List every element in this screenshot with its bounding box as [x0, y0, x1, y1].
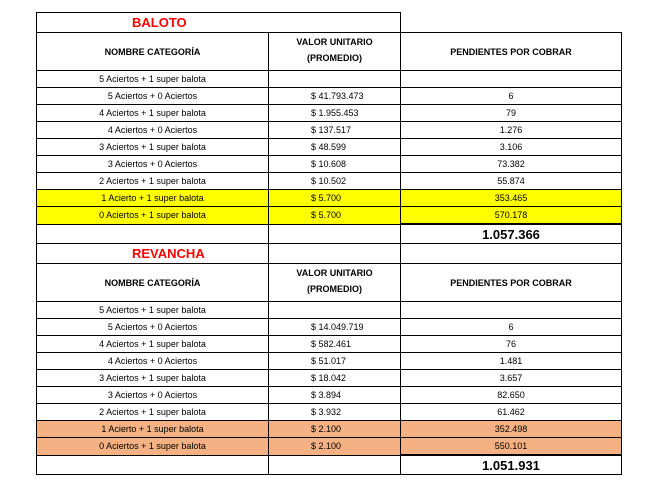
- cell-pendientes[interactable]: 352.498: [401, 421, 622, 438]
- cell-categoria[interactable]: 3 Aciertos + 1 super balota: [37, 370, 269, 387]
- cell-valor[interactable]: $ 5.700: [269, 207, 401, 225]
- cell-valor[interactable]: $ 10.502: [269, 173, 401, 190]
- cell-valor[interactable]: $ 3.932: [269, 404, 401, 421]
- prize-table: [36, 12, 622, 475]
- table-row: [37, 71, 622, 88]
- revancha-header-valor[interactable]: VALOR UNITARIO (PROMEDIO): [269, 264, 401, 302]
- cell-valor[interactable]: [269, 71, 401, 88]
- cell-pendientes[interactable]: 79: [401, 105, 622, 122]
- cell-categoria[interactable]: 5 Aciertos + 0 Aciertos: [37, 88, 269, 105]
- cell-pendientes[interactable]: 82.650: [401, 387, 622, 404]
- table-row-highlighted: [37, 421, 622, 438]
- revancha-title[interactable]: REVANCHA: [37, 244, 269, 264]
- cell-valor[interactable]: $ 51.017: [269, 353, 401, 370]
- baloto-title[interactable]: BALOTO: [37, 13, 401, 33]
- revancha-title-row: [37, 244, 622, 264]
- empty-cell[interactable]: [37, 455, 269, 475]
- cell-categoria[interactable]: 3 Aciertos + 0 Aciertos: [37, 387, 269, 404]
- baloto-total[interactable]: 1.057.366: [401, 224, 622, 244]
- baloto-total-row: [37, 224, 622, 244]
- cell-pendientes[interactable]: 6: [401, 319, 622, 336]
- table-row: [37, 105, 622, 122]
- cell-valor[interactable]: $ 18.042: [269, 370, 401, 387]
- table-row: [37, 302, 622, 319]
- cell-categoria[interactable]: 1 Acierto + 1 super balota: [37, 421, 269, 438]
- table-row-highlighted: [37, 190, 622, 207]
- table-row: [37, 319, 622, 336]
- empty-cell[interactable]: [269, 224, 401, 244]
- table-row: [37, 387, 622, 404]
- revancha-header-categoria[interactable]: NOMBRE CATEGORÍA: [37, 264, 269, 302]
- cell-pendientes[interactable]: 55.874: [401, 173, 622, 190]
- empty-cell[interactable]: [269, 455, 401, 475]
- table-row: [37, 370, 622, 387]
- table-row: [37, 336, 622, 353]
- table-row: [37, 173, 622, 190]
- cell-pendientes[interactable]: 3.657: [401, 370, 622, 387]
- cell-categoria[interactable]: 0 Aciertos + 1 super balota: [37, 207, 269, 225]
- cell-pendientes[interactable]: 76: [401, 336, 622, 353]
- baloto-title-row: [37, 13, 622, 33]
- cell-valor[interactable]: $ 137.517: [269, 122, 401, 139]
- cell-pendientes[interactable]: 6: [401, 88, 622, 105]
- cell-pendientes[interactable]: 570.178: [401, 207, 622, 225]
- cell-valor[interactable]: $ 41.793.473: [269, 88, 401, 105]
- table-row-highlighted: [37, 438, 622, 456]
- cell-valor[interactable]: $ 2.100: [269, 438, 401, 456]
- table-row-highlighted: [37, 207, 622, 225]
- cell-valor[interactable]: $ 1.955.453: [269, 105, 401, 122]
- empty-cell[interactable]: [401, 244, 622, 264]
- cell-categoria[interactable]: 4 Aciertos + 0 Aciertos: [37, 353, 269, 370]
- cell-pendientes[interactable]: [401, 71, 622, 88]
- table-row: [37, 353, 622, 370]
- cell-valor[interactable]: $ 48.599: [269, 139, 401, 156]
- cell-pendientes[interactable]: 1.276: [401, 122, 622, 139]
- table-row: [37, 404, 622, 421]
- revancha-total-row: [37, 455, 622, 475]
- cell-valor[interactable]: $ 14.049.719: [269, 319, 401, 336]
- cell-categoria[interactable]: 0 Aciertos + 1 super balota: [37, 438, 269, 456]
- cell-valor[interactable]: $ 5.700: [269, 190, 401, 207]
- baloto-header-row: [37, 33, 622, 71]
- revancha-header-pendientes[interactable]: PENDIENTES POR COBRAR: [401, 264, 622, 302]
- empty-cell[interactable]: [269, 244, 401, 264]
- revancha-header-row: [37, 264, 622, 302]
- table-row: [37, 122, 622, 139]
- cell-categoria[interactable]: 5 Aciertos + 1 super balota: [37, 71, 269, 88]
- cell-categoria[interactable]: 1 Acierto + 1 super balota: [37, 190, 269, 207]
- empty-cell[interactable]: [37, 224, 269, 244]
- baloto-header-pendientes[interactable]: PENDIENTES POR COBRAR: [401, 33, 622, 71]
- cell-pendientes[interactable]: 61.462: [401, 404, 622, 421]
- cell-pendientes[interactable]: [401, 302, 622, 319]
- spreadsheet: [36, 12, 622, 475]
- table-row: [37, 88, 622, 105]
- cell-categoria[interactable]: 5 Aciertos + 1 super balota: [37, 302, 269, 319]
- cell-categoria[interactable]: 4 Aciertos + 1 super balota: [37, 336, 269, 353]
- cell-valor[interactable]: $ 2.100: [269, 421, 401, 438]
- cell-valor[interactable]: $ 582.461: [269, 336, 401, 353]
- baloto-header-valor[interactable]: VALOR UNITARIO (PROMEDIO): [269, 33, 401, 71]
- cell-categoria[interactable]: 4 Aciertos + 1 super balota: [37, 105, 269, 122]
- cell-pendientes[interactable]: 73.382: [401, 156, 622, 173]
- cell-valor[interactable]: [269, 302, 401, 319]
- cell-valor[interactable]: $ 3.894: [269, 387, 401, 404]
- cell-pendientes[interactable]: 1.481: [401, 353, 622, 370]
- baloto-header-categoria[interactable]: NOMBRE CATEGORÍA: [37, 33, 269, 71]
- cell-pendientes[interactable]: 550.101: [401, 438, 622, 456]
- cell-pendientes[interactable]: 353.465: [401, 190, 622, 207]
- table-row: [37, 156, 622, 173]
- cell-categoria[interactable]: 3 Aciertos + 1 super balota: [37, 139, 269, 156]
- cell-categoria[interactable]: 5 Aciertos + 0 Aciertos: [37, 319, 269, 336]
- cell-categoria[interactable]: 4 Aciertos + 0 Aciertos: [37, 122, 269, 139]
- cell-valor[interactable]: $ 10.608: [269, 156, 401, 173]
- cell-categoria[interactable]: 3 Aciertos + 0 Aciertos: [37, 156, 269, 173]
- cell-pendientes[interactable]: 3.106: [401, 139, 622, 156]
- cell-categoria[interactable]: 2 Aciertos + 1 super balota: [37, 173, 269, 190]
- cell-categoria[interactable]: 2 Aciertos + 1 super balota: [37, 404, 269, 421]
- table-row: [37, 139, 622, 156]
- revancha-total[interactable]: 1.051.931: [401, 455, 622, 475]
